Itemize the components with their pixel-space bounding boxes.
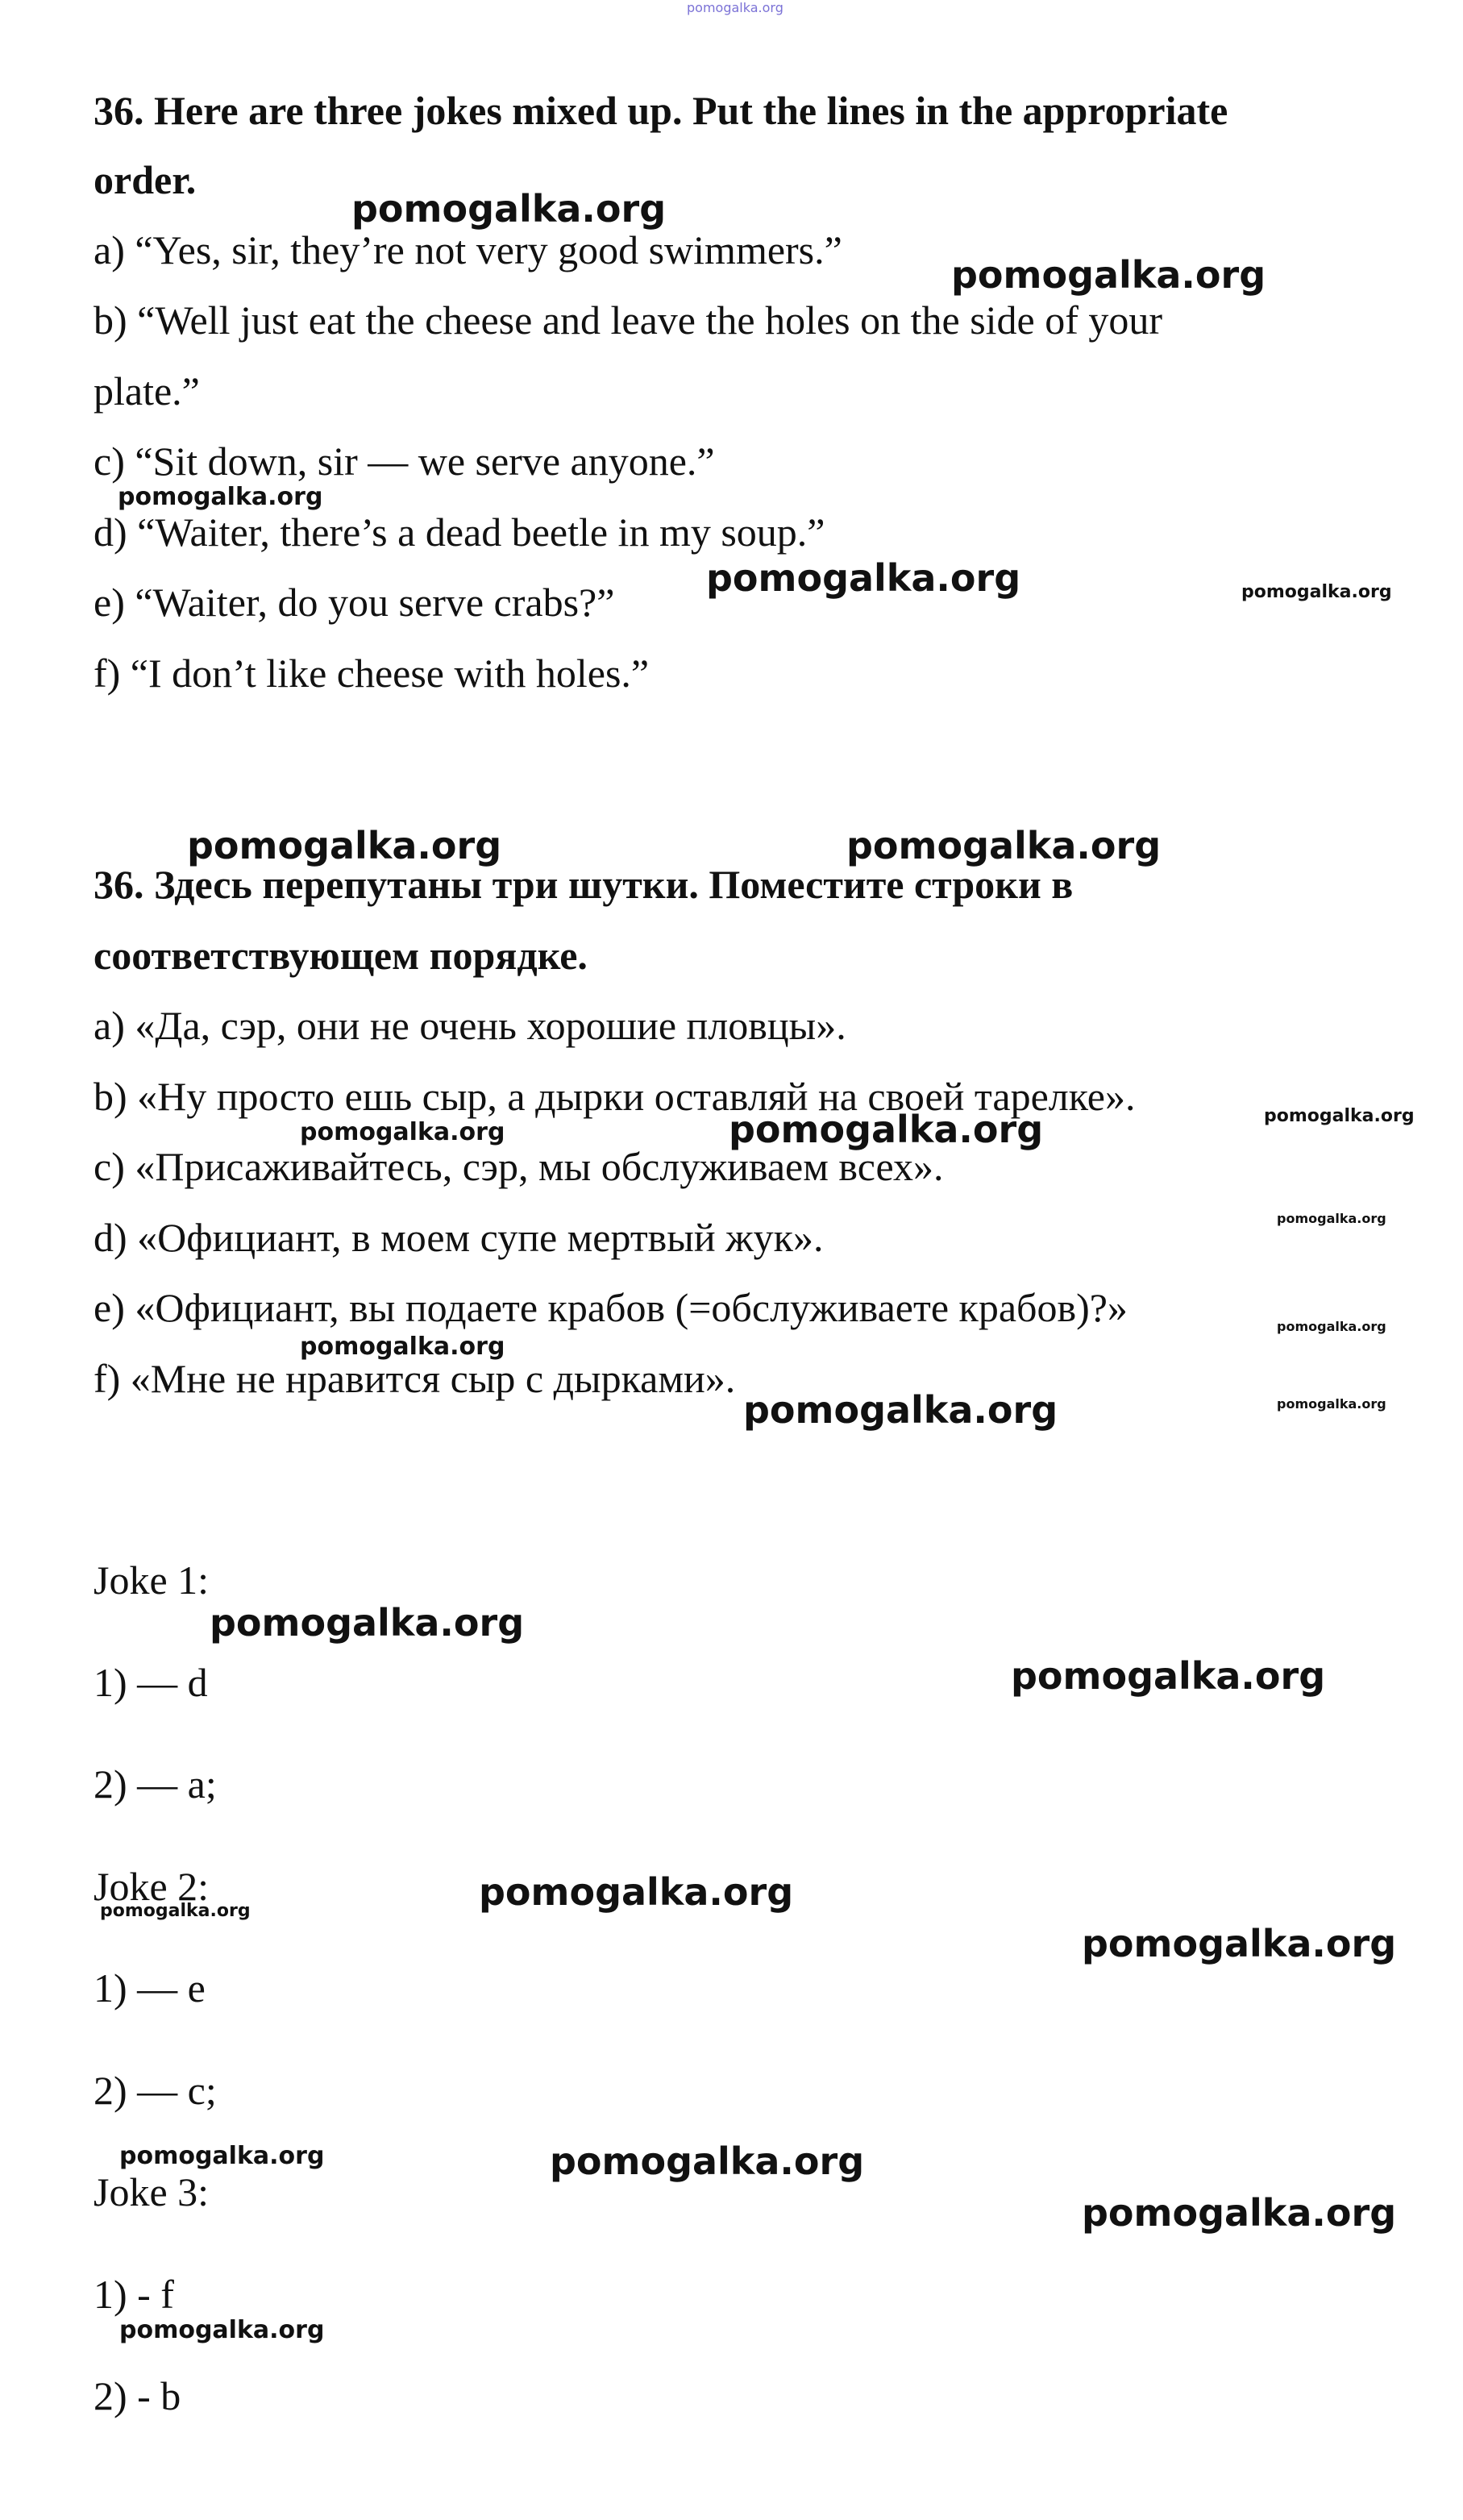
watermark: pomogalka.org [300, 1118, 505, 1146]
watermark: pomogalka.org [1011, 1654, 1326, 1698]
watermark: pomogalka.org [550, 2140, 865, 2183]
russian-heading-line1: 36. Здесь перепутаны три шутки. Поместите строки в [94, 862, 1074, 907]
joke1-line1: 1) — d [94, 1660, 208, 1705]
watermark: pomogalka.org [119, 2142, 325, 2170]
watermark: pomogalka.org [187, 824, 502, 867]
watermark: pomogalka.org [210, 1601, 525, 1645]
english-heading-line2: order. [94, 157, 197, 202]
joke2-title: Joke 2: [94, 1864, 210, 1909]
watermark: pomogalka.org [1241, 582, 1392, 602]
english-heading-line1: 36. Here are three jokes mixed up. Put the lines in the appropriate [94, 88, 1228, 133]
russian-line-d: d) «Официант, в моем супе мертвый жук». [94, 1215, 824, 1260]
watermark: pomogalka.org [1277, 1396, 1386, 1412]
joke1-line2: 2) — a; [94, 1761, 217, 1807]
watermark: pomogalka.org [1082, 2191, 1397, 2235]
english-line-b2: plate.” [94, 368, 200, 414]
russian-line-a: a) «Да, сэр, они не очень хорошие пловцы». [94, 1003, 846, 1048]
watermark: pomogalka.org [351, 187, 667, 231]
watermark: pomogalka.org [100, 1901, 251, 1921]
english-line-c: c) “Sit down, sir — we serve anyone.” [94, 439, 715, 484]
watermark: pomogalka.org [479, 1870, 794, 1914]
joke3-line2: 2) - b [94, 2373, 181, 2418]
russian-line-e: e) «Официант, вы подаете крабов (=обслуживаете крабов)?» [94, 1285, 1128, 1330]
joke1-title: Joke 1: [94, 1557, 210, 1603]
watermark: pomogalka.org [743, 1388, 1058, 1432]
watermark: pomogalka.org [1277, 1211, 1386, 1226]
russian-line-b: b) «Ну просто ешь сыр, а дырки оставляй на своей тарелке». [94, 1074, 1136, 1119]
russian-line-f: f) «Мне не нравится сыр с дырками». [94, 1356, 736, 1401]
english-line-e: e) “Waiter, do you serve crabs?” [94, 580, 615, 625]
russian-heading-line2: соответствующем порядке. [94, 933, 588, 978]
russian-line-c: c) «Присаживайтесь, сэр, мы обслуживаем всех». [94, 1144, 944, 1189]
watermark: pomogalka.org [846, 824, 1162, 867]
joke2-line2: 2) — c; [94, 2068, 217, 2113]
watermark: pomogalka.org [706, 556, 1021, 600]
joke3-title: Joke 3: [94, 2169, 210, 2214]
watermark: pomogalka.org [1082, 1922, 1397, 1965]
english-line-b1: b) “Well just eat the cheese and leave the holes on the side of your [94, 297, 1163, 343]
english-line-d: d) “Waiter, there’s a dead beetle in my soup.” [94, 509, 825, 555]
watermark: pomogalka.org [1264, 1106, 1415, 1126]
watermark-top: pomogalka.org [687, 0, 783, 15]
watermark: pomogalka.org [1277, 1319, 1386, 1334]
english-line-f: f) “I don’t like cheese with holes.” [94, 651, 650, 696]
watermark: pomogalka.org [118, 483, 323, 511]
watermark: pomogalka.org [300, 1333, 505, 1361]
watermark: pomogalka.org [729, 1108, 1044, 1151]
watermark: pomogalka.org [951, 253, 1266, 297]
joke2-line1: 1) — e [94, 1965, 206, 2011]
joke3-line1: 1) - f [94, 2272, 174, 2317]
watermark: pomogalka.org [119, 2316, 325, 2344]
english-line-a: a) “Yes, sir, they’re not very good swimmers.” [94, 227, 842, 272]
